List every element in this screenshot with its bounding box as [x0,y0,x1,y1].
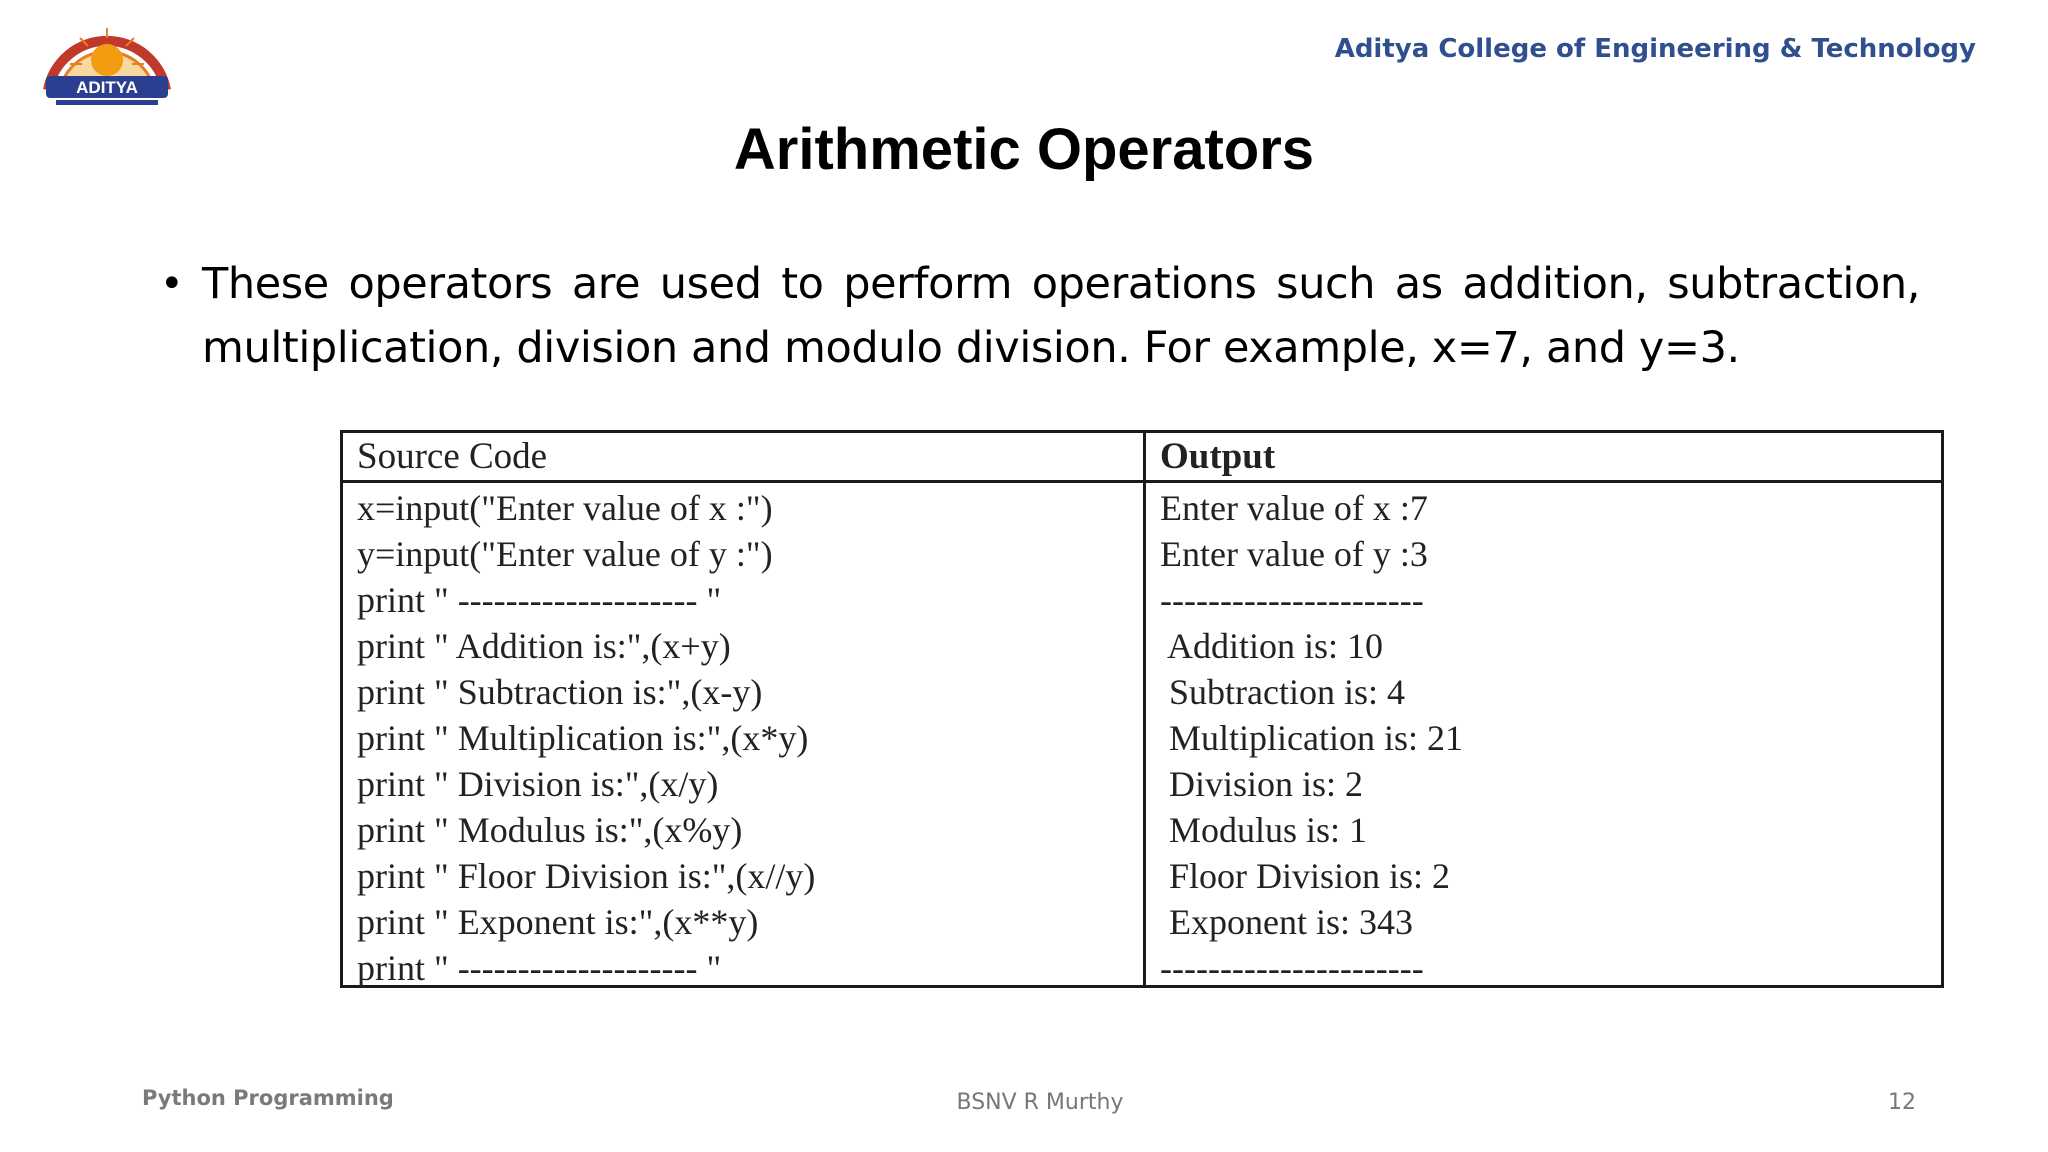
college-logo [38,20,176,106]
bullet-text: These operators are used to perform operations such as addition, subtraction, multiplication, division and modulo division. For example, x=7, and y=3. [202,259,1920,373]
output-lines [1146,483,1941,991]
output-line: ---------------------- [1160,948,1424,988]
output-column [1146,433,1941,988]
source-line: print " Division is:",(x/y) [357,764,719,804]
footer-course: Python Programming [142,1086,394,1110]
output-line: Enter value of y :3 [1160,534,1428,574]
source-line: print " Floor Division is:",(x//y) [357,856,816,896]
output-header: Output [1146,433,1941,483]
source-line: print " Multiplication is:",(x*y) [357,718,809,758]
source-line: x=input("Enter value of x :") [357,488,773,528]
source-code-column [343,433,1146,988]
source-line: print " Subtraction is:",(x-y) [357,672,763,712]
slide-title: Arithmetic Operators [733,117,1315,182]
output-line: Subtraction is: 4 [1160,672,1405,712]
output-line: Division is: 2 [1160,764,1364,804]
page-number: 12 [1888,1090,1916,1115]
output-line: Exponent is: 343 [1160,902,1413,942]
source-line: print " Modulus is:",(x%y) [357,810,743,850]
code-output-table [340,430,1944,988]
output-line: Floor Division is: 2 [1160,856,1451,896]
output-line: ---------------------- [1160,580,1424,620]
output-line: Enter value of x :7 [1160,488,1428,528]
source-line: print " -------------------- " [357,948,722,988]
source-line: print " Addition is:",(x+y) [357,626,731,666]
source-code-lines [343,483,1143,991]
bullet-icon: • [160,261,184,307]
output-line: Addition is: 10 [1160,626,1384,666]
source-line: y=input("Enter value of y :") [357,534,773,574]
logo-text: ADITYA [76,78,138,97]
bullet-point [160,252,1920,380]
footer-author: BSNV R Murthy [956,1090,1124,1115]
college-name: Aditya College of Engineering & Technology [1334,34,1976,64]
output-line: Multiplication is: 21 [1160,718,1463,758]
source-code-header: Source Code [343,433,1143,483]
output-line: Modulus is: 1 [1160,810,1368,850]
source-line: print " -------------------- " [357,580,722,620]
source-line: print " Exponent is:",(x**y) [357,902,759,942]
